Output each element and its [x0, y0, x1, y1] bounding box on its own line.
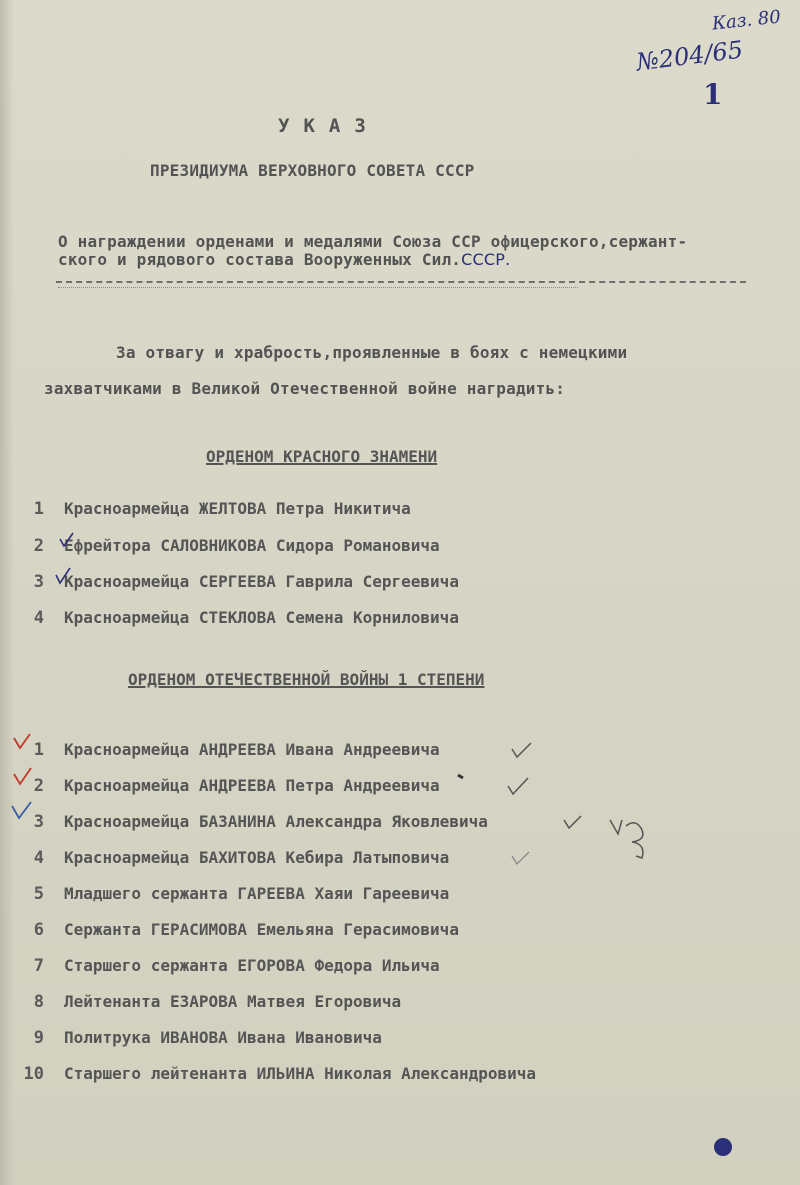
preamble-line1: За отвагу и храбрость,проявленные в боях с немецкими — [116, 343, 628, 362]
item-number: 1 — [33, 499, 44, 519]
item-recipient: Ефрейтора САЛОВНИКОВА Сидора Романовича — [64, 536, 440, 555]
preamble-line2: захватчиками в Великой Отечественной войне наградить: — [44, 379, 566, 398]
item-number: 7 — [33, 956, 44, 976]
award-list-item — [20, 1028, 382, 1048]
item-recipient: Младшего сержанта ГАРЕЕВА Хаяи Гареевича — [64, 884, 450, 903]
item-number: 3 — [33, 812, 44, 832]
award-list-item — [20, 920, 459, 940]
item-number: 5 — [33, 884, 44, 904]
archive-tag-note: Каз. 80 — [711, 6, 782, 35]
award-list-item — [20, 1064, 536, 1084]
item-number: 2 — [33, 776, 44, 796]
award-list-item — [20, 776, 440, 796]
item-recipient: Сержанта ГЕРАСИМОВА Емельяна Герасимовича — [64, 920, 459, 939]
item-recipient: Красноармейца АНДРЕЕВА Петра Андреевича — [64, 776, 440, 795]
handwritten-ussr: СССР. — [461, 250, 511, 269]
award-list-item — [20, 884, 449, 904]
item-number: 10 — [23, 1064, 44, 1084]
item-number: 4 — [33, 608, 44, 628]
award-list-item — [20, 536, 440, 556]
checkmark-icon — [512, 743, 531, 757]
checkmark-icon — [512, 852, 529, 864]
item-recipient: Красноармейца БАЗАНИНА Александра Яковлевича — [64, 812, 488, 831]
award-list-item — [20, 992, 401, 1012]
document-subject-line2 — [58, 250, 510, 269]
item-recipient: Красноармейца АНДРЕЕВА Ивана Андреевича — [64, 740, 440, 759]
archive-number-note: №204/65 — [634, 35, 745, 77]
item-recipient: Красноармейца СЕРГЕЕВА Гаврила Сергеевича — [64, 572, 459, 591]
award-list-item — [20, 956, 440, 976]
award-list-item — [20, 499, 411, 519]
item-number: 8 — [33, 992, 44, 1012]
item-recipient: Старшего сержанта ЕГОРОВА Федора Ильича — [64, 956, 440, 975]
document-title: УКАЗ — [278, 115, 380, 137]
archive-sheet-number: 1 — [703, 78, 723, 111]
ink-blot — [714, 1138, 732, 1156]
section-heading-patriotic-war: ОРДЕНОМ ОТЕЧЕСТВЕННОЙ ВОЙНЫ 1 СТЕПЕНИ — [128, 670, 485, 689]
section-heading-red-banner: ОРДЕНОМ КРАСНОГО ЗНАМЕНИ — [206, 447, 438, 466]
checkmark-icon — [508, 778, 528, 794]
award-list-item — [20, 740, 440, 760]
item-number: 2 — [33, 536, 44, 556]
item-number: 1 — [33, 740, 44, 760]
separator-line-secondary — [58, 287, 578, 288]
subject-line2-text: ского и рядового состава Вооруженных Сил. — [58, 250, 462, 269]
item-recipient: Красноармейца ЖЕЛТОВА Петра Никитича — [64, 499, 411, 518]
item-recipient: Красноармейца БАХИТОВА Кебира Латыповича — [64, 848, 450, 867]
award-list-item — [20, 572, 459, 592]
award-list-item — [20, 812, 488, 832]
item-number: 4 — [33, 848, 44, 868]
item-number: 3 — [33, 572, 44, 592]
award-list-item — [20, 848, 449, 868]
item-number: 9 — [33, 1028, 44, 1048]
item-number: 6 — [33, 920, 44, 940]
document-issuer: ПРЕЗИДИУМА ВЕРХОВНОГО СОВЕТА СССР — [150, 161, 475, 180]
award-list-item — [20, 608, 459, 628]
item-recipient: Лейтенанта ЕЗАРОВА Матвея Егоровича — [64, 992, 402, 1011]
checkmark-icon — [564, 816, 581, 828]
item-recipient: Старшего лейтенанта ИЛЬИНА Николая Александровича — [64, 1064, 537, 1083]
pencil-dot-icon — [458, 775, 463, 778]
document-subject-line1: О награждении орденами и медалями Союза ССР офицерского,сержант- — [58, 232, 688, 251]
item-recipient: Красноармейца СТЕКЛОВА Семена Корниловича — [64, 608, 459, 627]
item-recipient: Политрука ИВАНОВА Ивана Ивановича — [64, 1028, 382, 1047]
scribble-icon — [610, 820, 643, 858]
separator-line — [56, 281, 746, 283]
page-edge-shadow — [0, 0, 14, 1185]
